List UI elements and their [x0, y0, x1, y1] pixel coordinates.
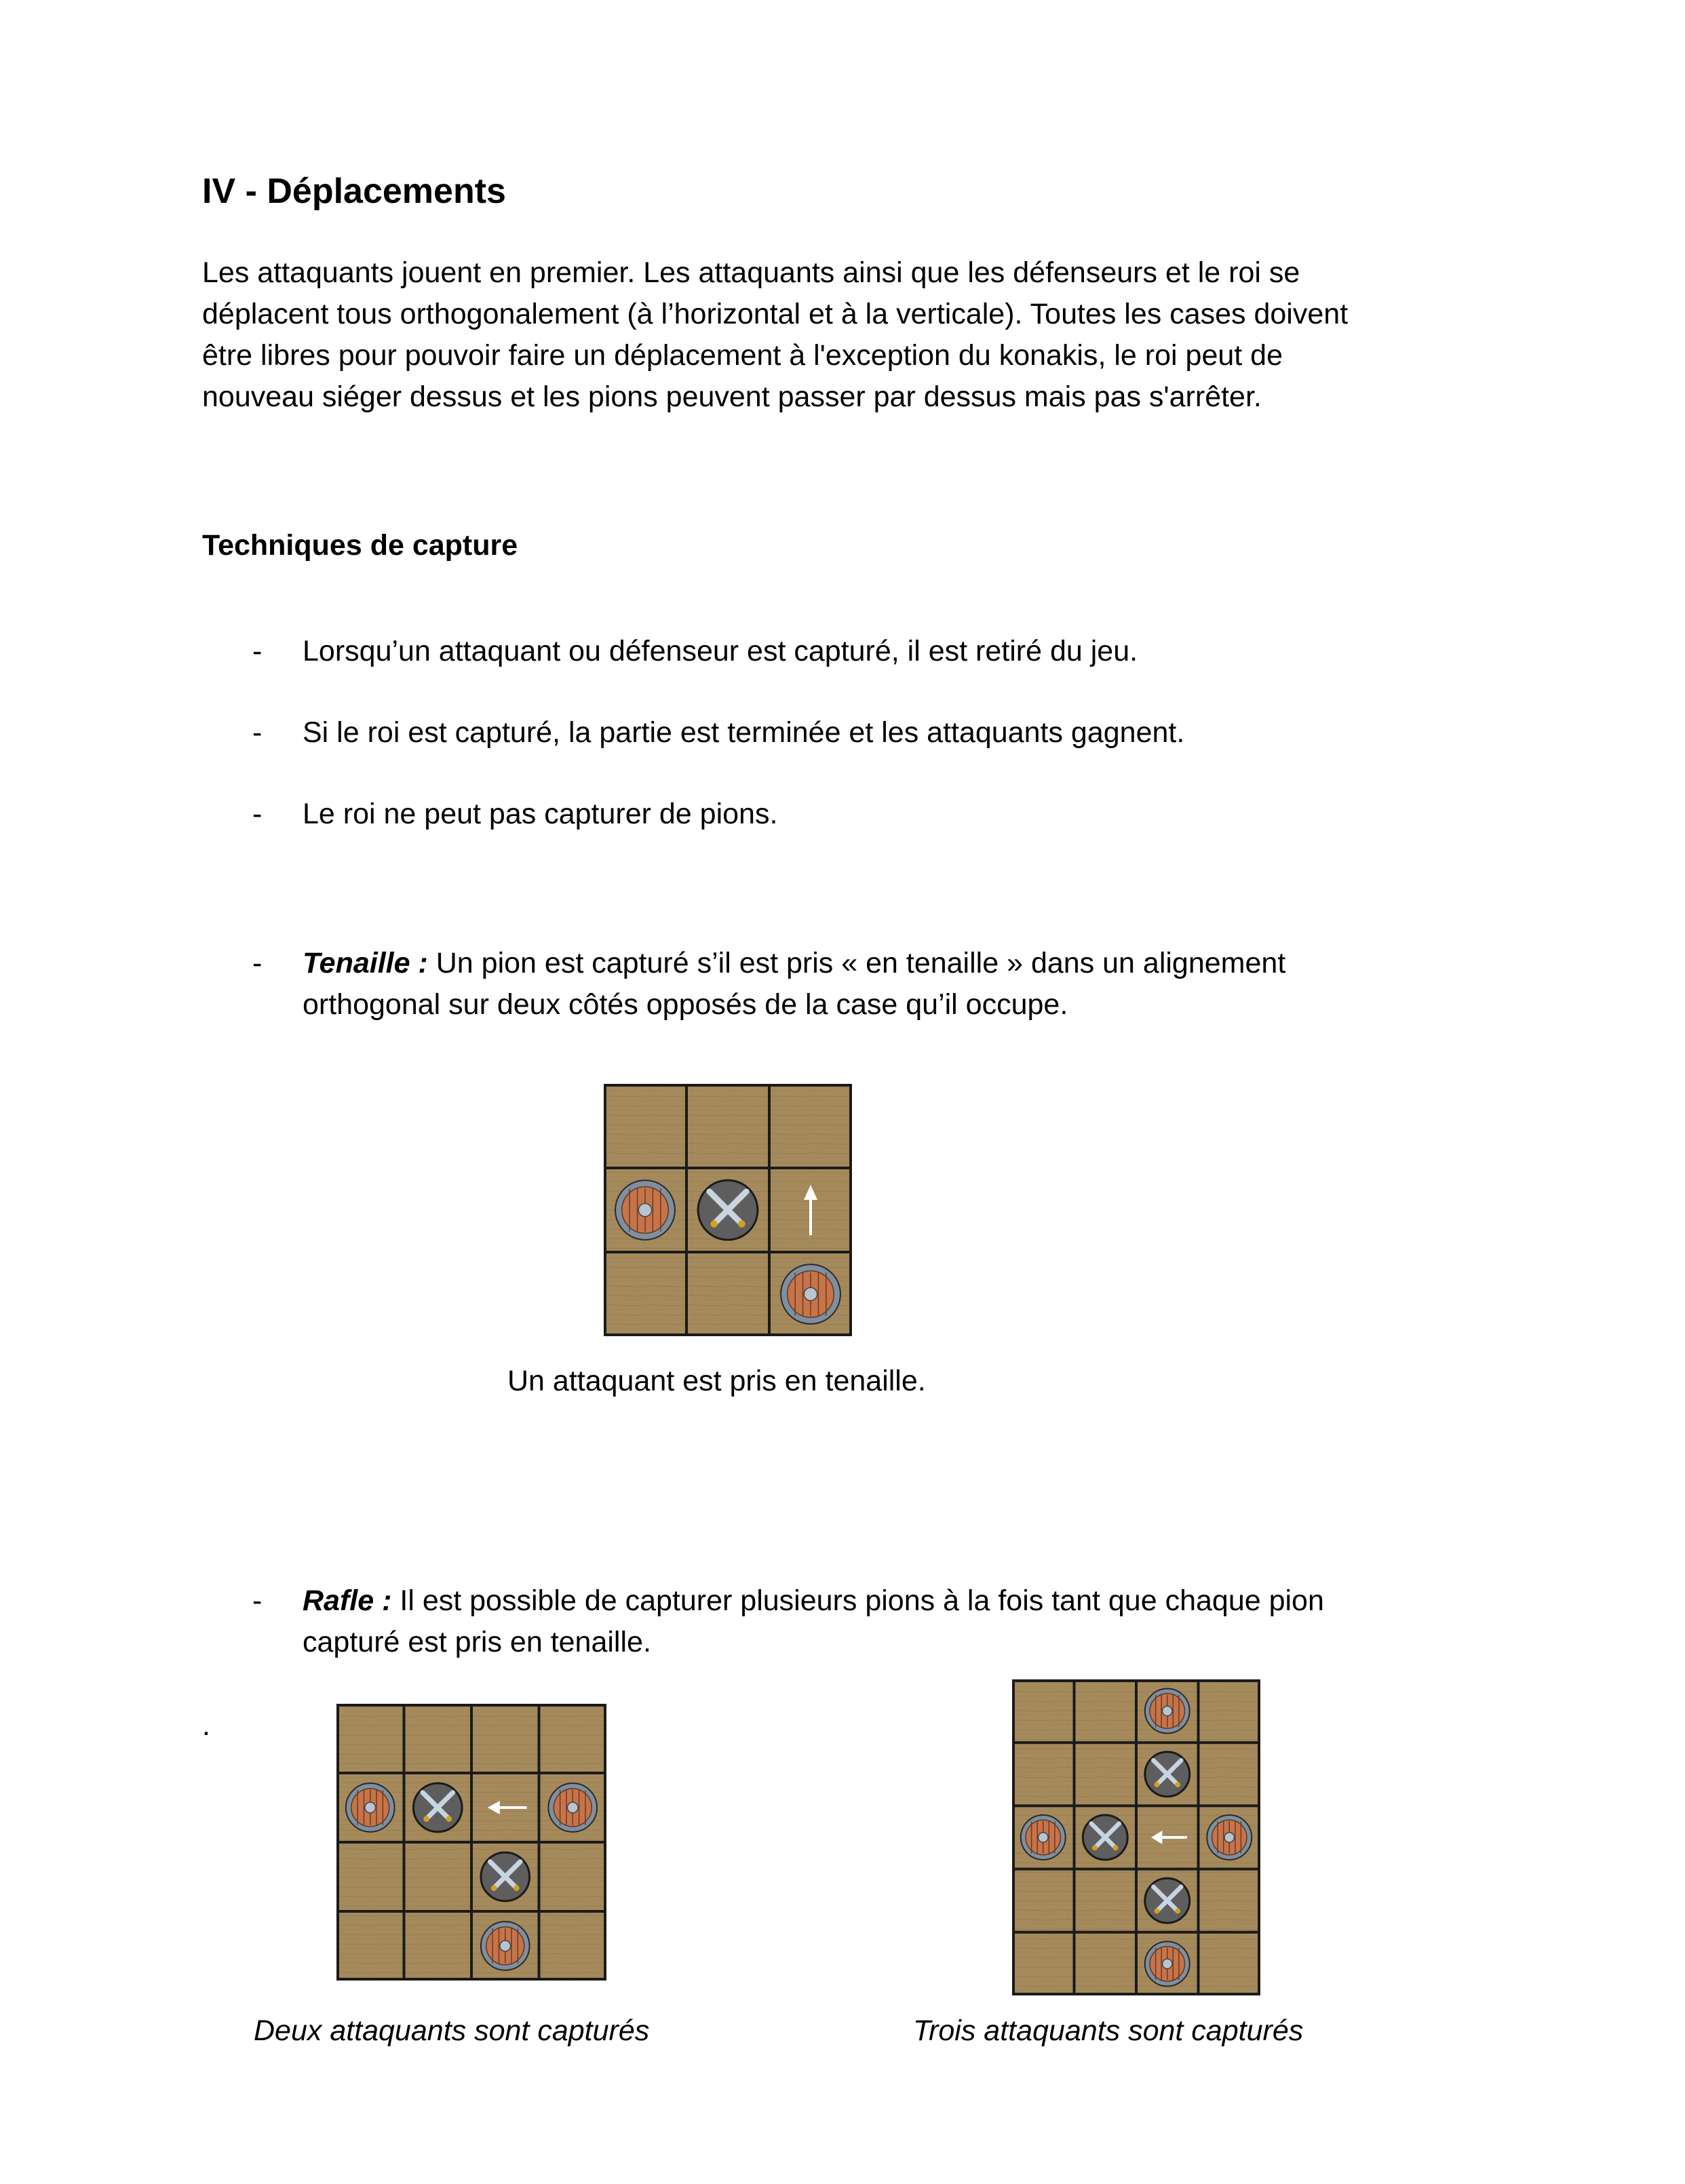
tenaille-term: Tenaille : — [303, 947, 428, 979]
rafle-board-three — [1012, 1679, 1260, 1995]
defender-shield-icon — [1207, 1815, 1252, 1860]
tenaille-caption: Un attaquant est pris en tenaille. — [507, 1365, 926, 1397]
defender-shield-icon — [1145, 1941, 1190, 1986]
rafle-line: Il est possible de capturer plusieurs pions à la fois tant que chaque pion — [391, 1584, 1324, 1617]
attacker-swords-icon — [1083, 1815, 1127, 1860]
defender-shield-icon — [1021, 1815, 1066, 1860]
tenaille-line: Un pion est capturé s’il est pris « en tenaille » dans un alignement — [427, 947, 1286, 979]
rafle-board-two — [336, 1704, 606, 1981]
bullet-dash: - — [252, 716, 263, 749]
intro-line: Les attaquants jouent en premier. Les attaquants ainsi que les défenseurs et le roi se — [202, 256, 1300, 289]
attacker-swords-icon — [1145, 1752, 1190, 1797]
attacker-swords-icon — [1145, 1878, 1190, 1923]
bullet-dash: - — [252, 1584, 263, 1617]
bullet-dash: - — [252, 947, 263, 979]
defender-shield-icon — [1145, 1689, 1190, 1734]
defender-shield-icon — [548, 1783, 597, 1832]
bullet-text: Le roi ne peut pas capturer de pions. — [303, 798, 778, 830]
attacker-swords-icon — [698, 1180, 758, 1240]
tenaille-board-svg — [604, 1084, 852, 1336]
intro-paragraph — [202, 252, 1491, 418]
rafle-line: capturé est pris en tenaille. — [303, 1626, 651, 1658]
bullet-dash: - — [252, 798, 263, 830]
rafle-term: Rafle : — [303, 1584, 392, 1617]
bullet-text: Lorsqu’un attaquant ou défenseur est capturé, il est retiré du jeu. — [303, 635, 1138, 667]
bullet-dash: - — [252, 635, 263, 667]
stray-mark: . — [202, 1709, 210, 1742]
defender-shield-icon — [781, 1264, 840, 1324]
rafle-caption-right: Trois attaquants sont capturés — [913, 2014, 1304, 2047]
defender-shield-icon — [481, 1922, 530, 1970]
rafle-caption-left: Deux attaquants sont capturés — [254, 2014, 650, 2047]
defender-shield-icon — [346, 1783, 395, 1832]
bullet-text: Si le roi est capturé, la partie est terminée et les attaquants gagnent. — [303, 716, 1185, 749]
attacker-swords-icon — [413, 1783, 462, 1832]
capture-heading: Techniques de capture — [202, 529, 518, 562]
intro-line: être libres pour pouvoir faire un déplacement à l'exception du konakis, le roi peut de — [202, 339, 1283, 372]
tenaille-board — [604, 1084, 852, 1336]
defender-shield-icon — [615, 1180, 675, 1240]
attacker-swords-icon — [481, 1852, 530, 1901]
rafle-board-two-svg — [336, 1704, 606, 1981]
intro-line: nouveau siéger dessus et les pions peuvent passer par dessus mais pas s'arrêter. — [202, 381, 1262, 413]
rafle-board-three-svg — [1012, 1679, 1260, 1995]
tenaille-line: orthogonal sur deux côtés opposés de la case qu’il occupe. — [303, 988, 1068, 1021]
section-title: IV - Déplacements — [202, 172, 506, 211]
tenaille-text — [303, 943, 1456, 1026]
rafle-text — [303, 1580, 1456, 1663]
intro-line: déplacent tous orthogonalement (à l’horizontal et à la verticale). Toutes les cases doivent — [202, 298, 1349, 330]
